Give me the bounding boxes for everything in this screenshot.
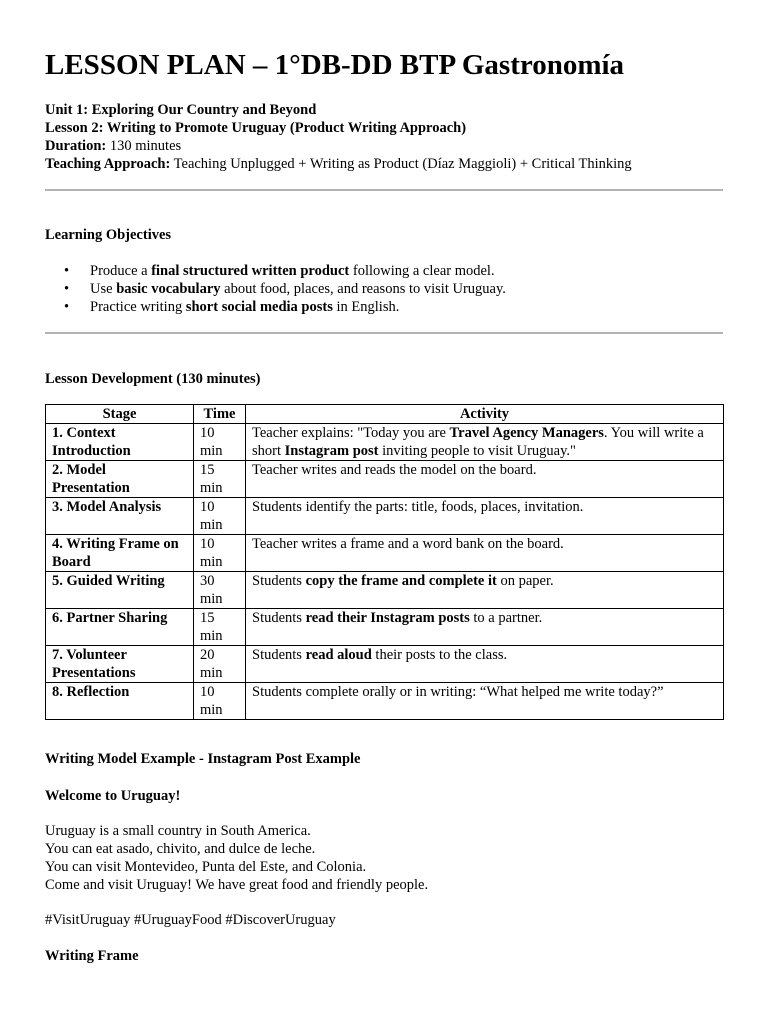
time-cell: 10 min [194, 535, 246, 572]
activity-cell [246, 461, 724, 498]
objective-item [45, 298, 506, 316]
activity-cell [246, 683, 724, 720]
activity-cell [246, 572, 724, 609]
activity-cell [246, 609, 724, 646]
stage-cell: 5. Guided Writing [46, 572, 194, 609]
stage-cell: 8. Reflection [46, 683, 194, 720]
time-cell: 10 min [194, 498, 246, 535]
activity-text: Students identify the parts: title, foods, places, invitation. [252, 499, 584, 515]
activity-bold-text: Travel Agency Managers [449, 425, 604, 441]
post-line: You can visit Montevideo, Punta del Este, and Colonia. [45, 859, 367, 875]
activity-bold-text: Instagram post [284, 443, 379, 459]
activity-text: Teacher writes a frame and a word bank on the board. [252, 536, 564, 552]
time-cell: 10 min [194, 683, 246, 720]
header-stage: Stage [46, 405, 194, 424]
stage-cell: 7. Volunteer Presentations [46, 646, 194, 683]
activity-text: . You will write a short [252, 425, 704, 459]
stage-cell: 1. Context Introduction [46, 424, 194, 461]
objective-bold: short social media posts [185, 299, 333, 315]
lesson-line: Lesson 2: Writing to Promote Uruguay (Product Writing Approach) [45, 120, 467, 136]
stage-cell: 3. Model Analysis [46, 498, 194, 535]
duration-label: Duration: [45, 138, 107, 154]
page-title: LESSON PLAN – 1°DB-DD BTP Gastronomía [45, 49, 625, 81]
table-row [46, 646, 724, 683]
stage-cell: 6. Partner Sharing [46, 609, 194, 646]
post-hashtags: #VisitUruguay #UruguayFood #DiscoverUruguay [45, 912, 336, 928]
activity-text: their posts to the class. [371, 647, 508, 663]
post-line: Come and visit Uruguay! We have great food and friendly people. [45, 877, 429, 893]
objective-text: Use [90, 281, 117, 297]
objective-text: following a clear model. [349, 263, 495, 279]
table-row [46, 535, 724, 572]
stage-cell: 2. Model Presentation [46, 461, 194, 498]
objectives-heading: Learning Objectives [45, 227, 172, 243]
approach-value: Teaching Unplugged + Writing as Product (Díaz Maggioli) + Critical Thinking [170, 156, 632, 172]
activity-text: on paper. [496, 573, 554, 589]
time-cell: 15 min [194, 609, 246, 646]
time-cell: 10 min [194, 424, 246, 461]
activity-cell [246, 498, 724, 535]
post-line: Uruguay is a small country in South America. [45, 823, 311, 839]
objectives-list [45, 262, 506, 316]
table-row [46, 683, 724, 720]
table-row [46, 572, 724, 609]
activity-cell [246, 646, 724, 683]
table-body [46, 424, 724, 720]
activity-text: inviting people to visit Uruguay." [378, 443, 576, 459]
bullet-icon: • [64, 299, 70, 315]
table-row [46, 424, 724, 461]
activity-text: Students [252, 610, 306, 626]
objective-text: in English. [332, 299, 400, 315]
objective-item [45, 262, 506, 280]
objective-text: about food, places, and reasons to visit Uruguay. [220, 281, 506, 297]
table-header-row [46, 405, 724, 424]
bullet-icon: • [64, 263, 70, 279]
activity-bold-text: copy the frame and complete it [305, 573, 497, 589]
header-time: Time [194, 405, 246, 424]
activity-cell [246, 535, 724, 572]
stage-cell: 4. Writing Frame on Board [46, 535, 194, 572]
divider-1 [45, 189, 723, 191]
post-title: Welcome to Uruguay! [45, 788, 181, 804]
activity-text: Students complete orally or in writing: “What helped me write today?” [252, 684, 664, 700]
duration-value: 130 minutes [106, 138, 182, 154]
objective-item [45, 280, 506, 298]
duration-line [45, 137, 632, 155]
writing-frame-heading: Writing Frame [45, 948, 139, 964]
post-body [45, 822, 428, 894]
objective-text: Produce a [90, 263, 152, 279]
objective-bold: basic vocabulary [116, 281, 221, 297]
approach-label: Teaching Approach: [45, 156, 171, 172]
table-row [46, 609, 724, 646]
activity-bold-text: read their Instagram posts [305, 610, 470, 626]
development-heading: Lesson Development (130 minutes) [45, 371, 261, 387]
activity-bold-text: read aloud [305, 647, 372, 663]
activity-text: Teacher explains: "Today you are [252, 425, 450, 441]
post-line: You can eat asado, chivito, and dulce de leche. [45, 841, 316, 857]
objective-text: Practice writing [90, 299, 186, 315]
time-cell: 15 min [194, 461, 246, 498]
lesson-meta [45, 101, 632, 173]
divider-2 [45, 332, 723, 334]
model-heading: Writing Model Example - Instagram Post Example [45, 751, 361, 767]
activity-cell [246, 424, 724, 461]
approach-line [45, 155, 632, 173]
activity-text: to a partner. [469, 610, 543, 626]
bullet-icon: • [64, 281, 70, 297]
lesson-development-table [45, 404, 724, 720]
unit-line: Unit 1: Exploring Our Country and Beyond [45, 102, 317, 118]
time-cell: 20 min [194, 646, 246, 683]
table-row [46, 498, 724, 535]
activity-text: Teacher writes and reads the model on the board. [252, 462, 537, 478]
activity-text: Students [252, 573, 306, 589]
time-cell: 30 min [194, 572, 246, 609]
objective-bold: final structured written product [151, 263, 350, 279]
header-activity: Activity [246, 405, 724, 424]
table-row [46, 461, 724, 498]
activity-text: Students [252, 647, 306, 663]
